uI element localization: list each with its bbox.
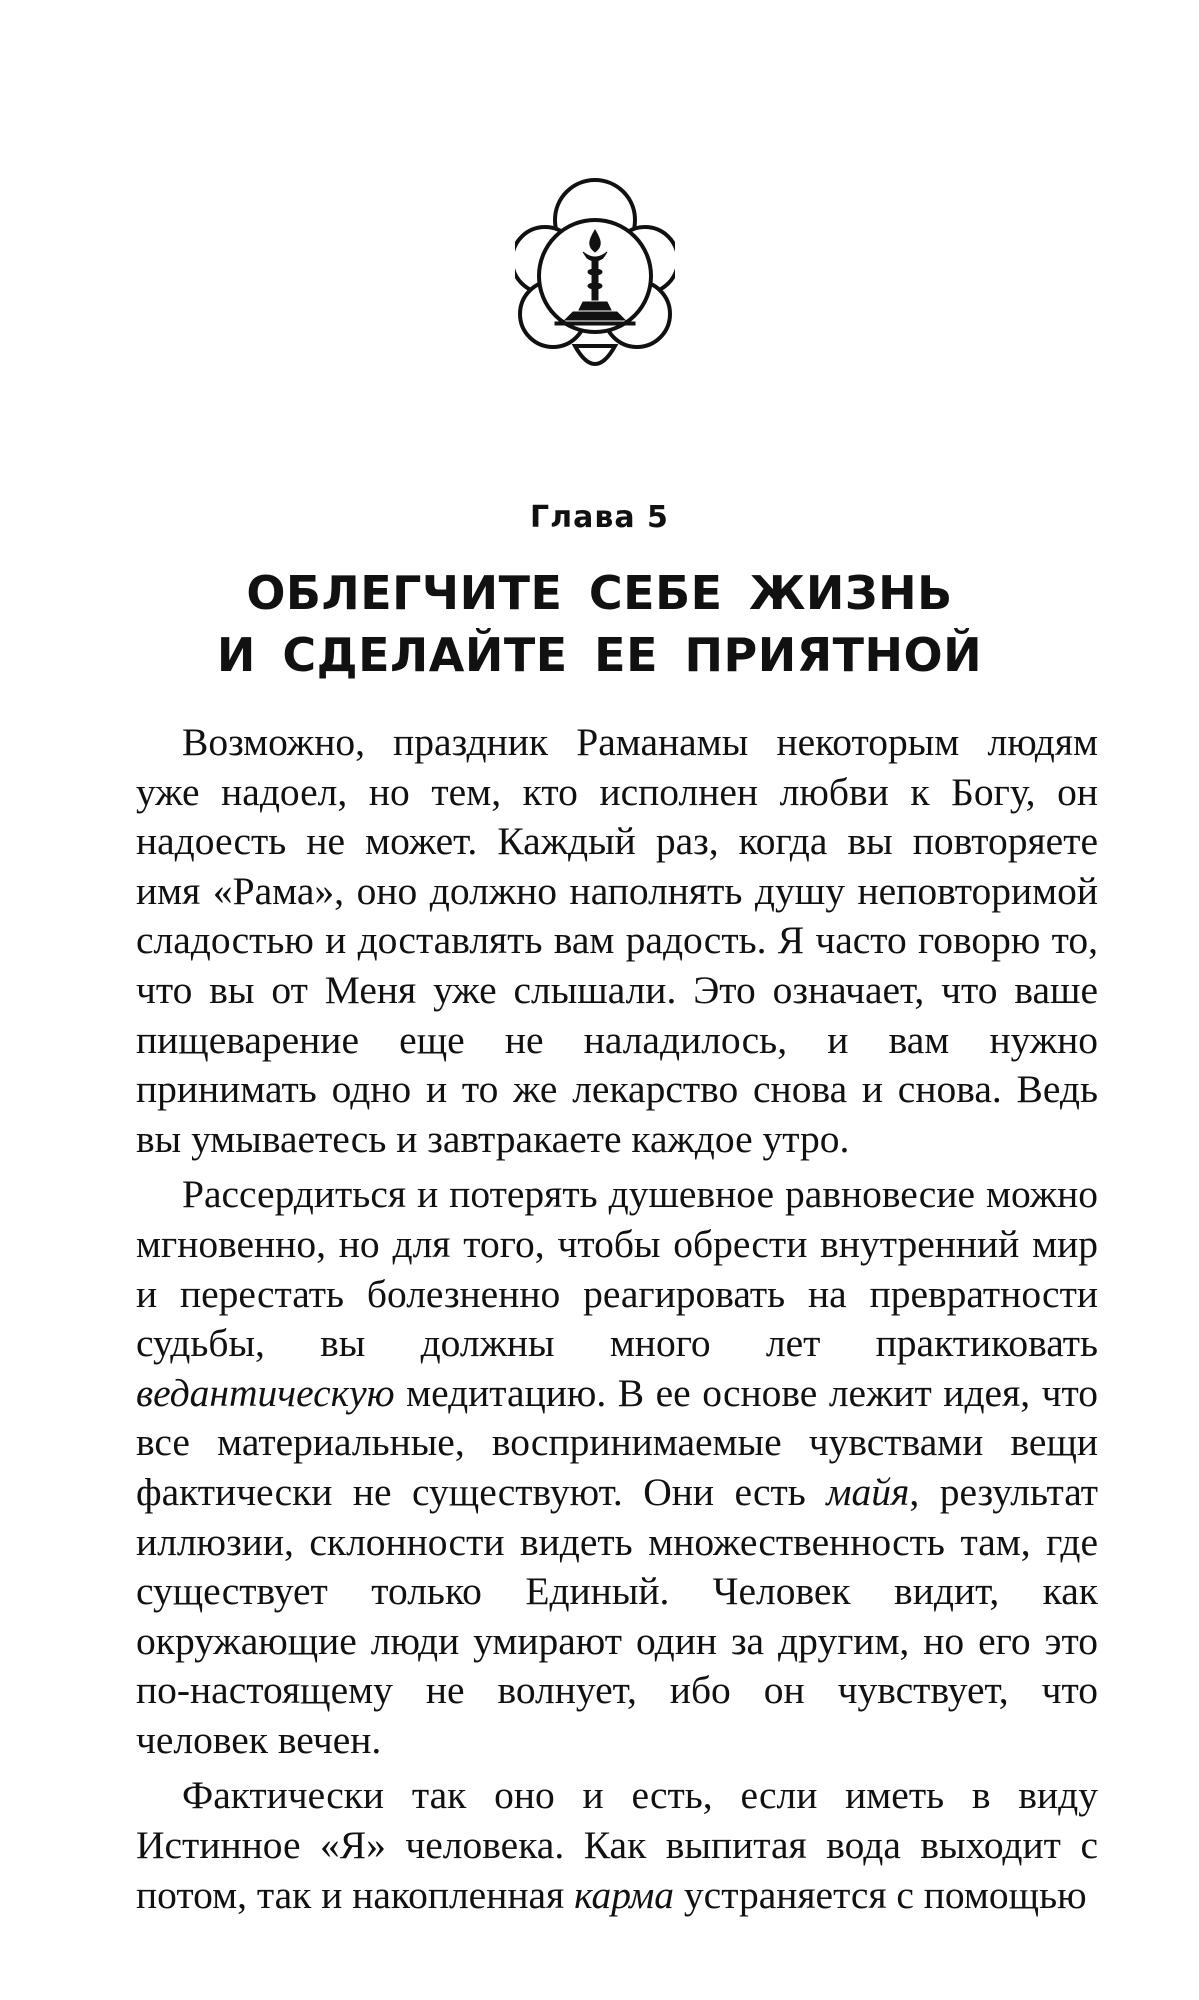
italic-term: ведантическую bbox=[136, 1370, 395, 1415]
paragraph-2: Рассердиться и потерять душевное равновесие можно мгновенно, но для того, чтобы обрести внутренний мир и перестать болезненно реагировать на превратности судьбы, вы должны много лет практиковать ведантическую медитацию. В ее основе лежит идея, что все материальные, воспринимаемые чувствами вещи фактически не существуют. Они есть майя, результат иллюзии, склонности видеть множественность там, где существует только Единый. Человек видит, как окружающие люди умирают один за другим, но его это по-настоящему не волнует, ибо он чувствует, что человек вечен. bbox=[136, 1172, 1098, 1762]
chapter-number: Глава 5 bbox=[530, 500, 669, 535]
chapter-title-line-1: ОБЛЕГЧИТЕ СЕБЕ ЖИЗНЬ bbox=[246, 566, 953, 620]
chapter-title bbox=[0, 562, 1199, 686]
chapter-body bbox=[136, 718, 1098, 1920]
paragraph-1: Возможно, праздник Раманамы некоторым людям уже надоел, но тем, кто исполнен любви к Богу, он надоесть не может. Каждый раз, когда вы повторяете имя «Рама», оно должно наполнять душу неповторимой сладостью и доставлять вам радость. Я часто говорю то, что вы от Меня уже слышали. Это означает, что ваше пищеварение еще не наладилось, и вам нужно принимать одно и то же лекарство снова и снова. Ведь вы умываетесь и завтракаете каждое утро. bbox=[136, 720, 1098, 1161]
paragraph-3: Фактически так оно и есть, если иметь в виду Истинное «Я» человека. Как выпитая вода выходит с потом, так и накопленная карма устраняется с помощью bbox=[136, 1773, 1098, 1917]
italic-term: карма bbox=[574, 1872, 675, 1917]
italic-term: майя bbox=[826, 1469, 910, 1514]
chapter-title-line-2: И СДЕЛАЙТЕ ЕЕ ПРИЯТНОЙ bbox=[216, 628, 983, 682]
lotus-lamp-emblem-icon bbox=[515, 168, 675, 378]
